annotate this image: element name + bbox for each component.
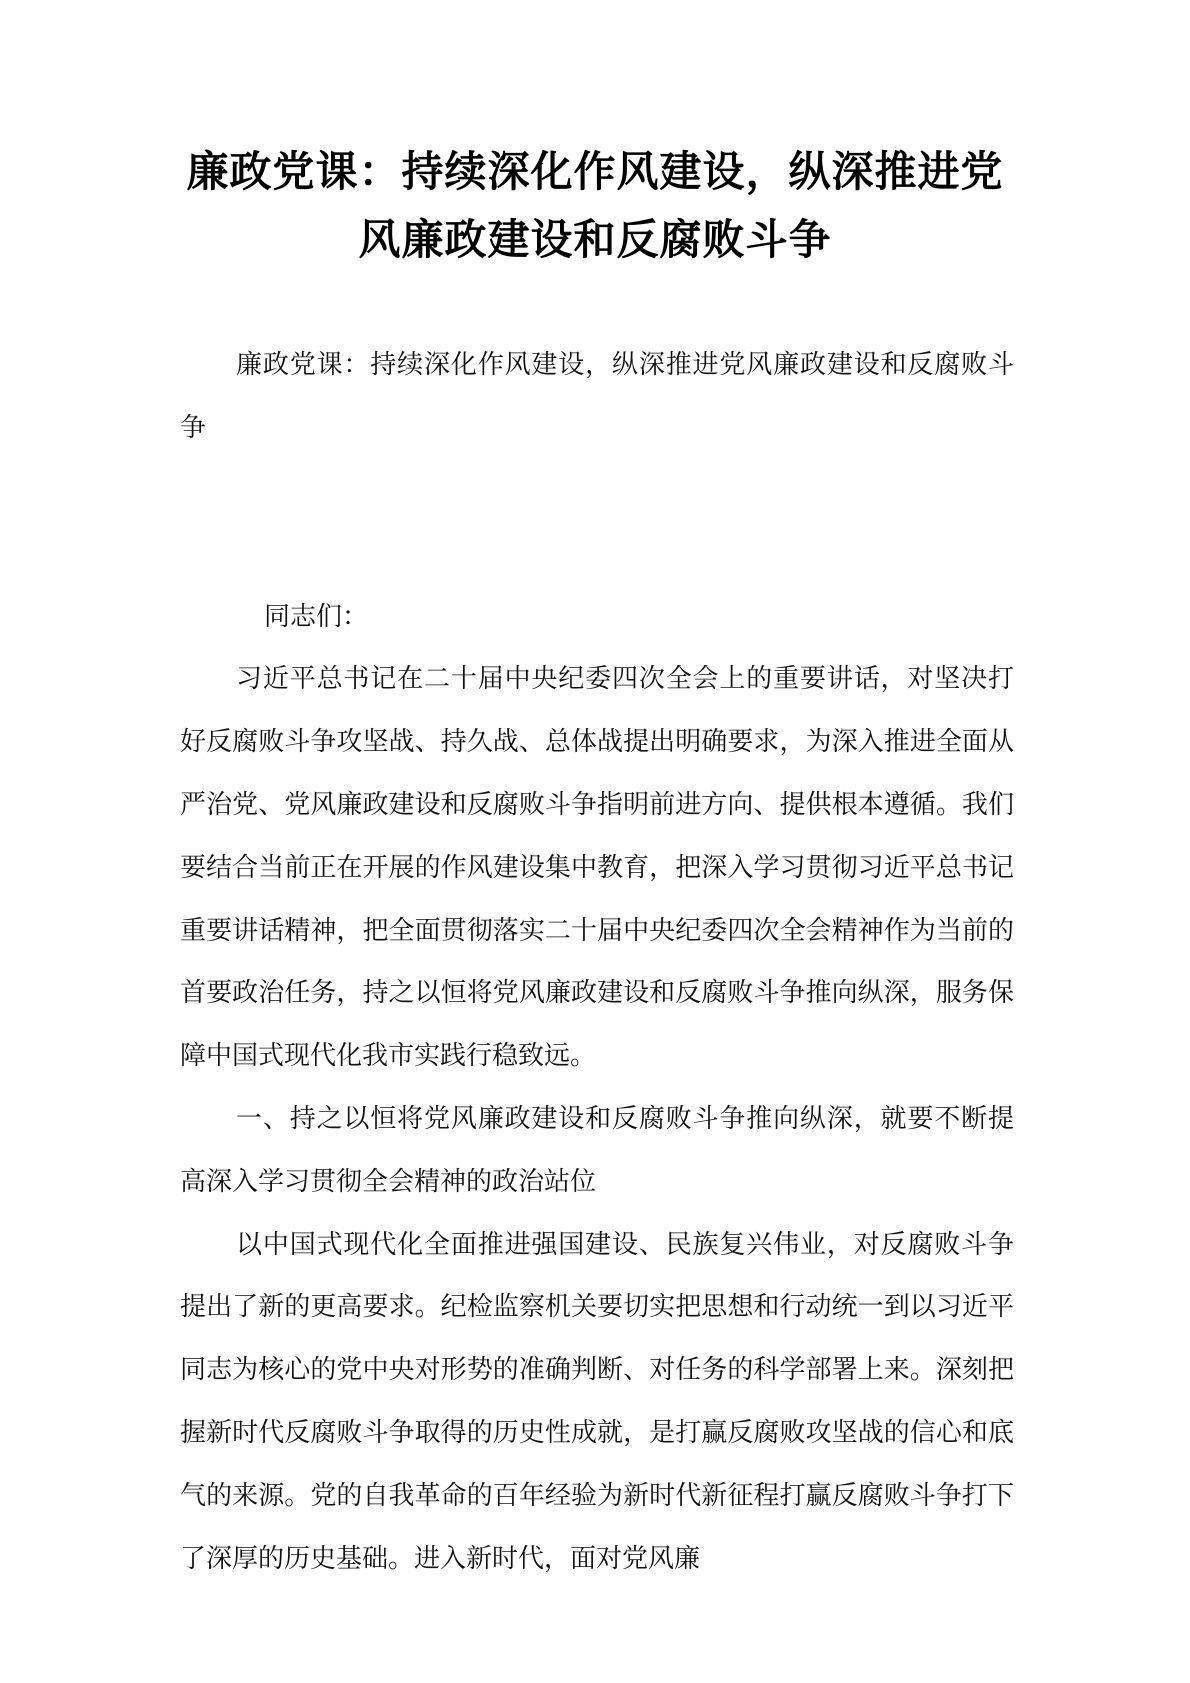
- subtitle-paragraph: 廉政党课：持续深化作风建设，纵深推进党风廉政建设和反腐败斗争: [180, 350, 1014, 443]
- title-line-2: 风廉政建设和反腐败斗争: [358, 215, 832, 264]
- salutation: 同志们：: [264, 601, 369, 632]
- title-line-1: 廉政党课：持续深化作风建设，纵深推进党: [186, 147, 1004, 196]
- document-title: [150, 138, 1040, 274]
- paragraph-intro: 习近平总书记在二十届中央纪委四次全会上的重要讲话，对坚决打好反腐败斗争攻坚战、持久战、总体战提出明确要求，为深入推进全面从严治党、党风廉政建设和反腐败斗争指明前进方向、提供根本遵循。我们要结合当前正在开展的作风建设集中教育，把深入学习贯彻习近平总书记重要讲话精神，把全面贯彻落实二十届中央纪委四次全会精神作为当前的首要政治任务，持之以恒将党风廉政建设和反腐败斗争推向纵深，服务保障中国式现代化我市实践行稳致远。: [180, 664, 1014, 1072]
- section-heading-1: 一、持之以恒将党风廉政建设和反腐败斗争推向纵深，就要不断提高深入学习贯彻全会精神的政治站位: [180, 1103, 1014, 1197]
- paragraph-section-1: 以中国式现代化全面推进强国建设、民族复兴伟业，对反腐败斗争提出了新的更高要求。纪检监察机关要切实把思想和行动统一到以习近平同志为核心的党中央对形势的准确判断、对任务的科学部署上来。深刻把握新时代反腐败斗争取得的历史性成就，是打赢反腐败攻坚战的信心和底气的来源。党的自我革命的百年经验为新时代新征程打赢反腐败斗争打下了深厚的历史基础。进入新时代，面对党风廉: [180, 1229, 1014, 1574]
- document-body: [180, 334, 1014, 1590]
